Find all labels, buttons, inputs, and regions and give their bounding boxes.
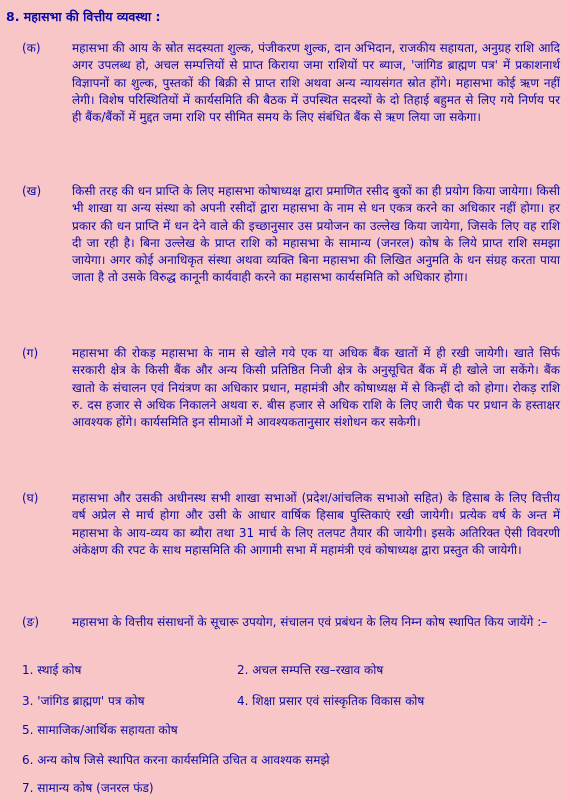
fund-item: 3. 'जांगिड ब्राह्मण' पत्र कोष xyxy=(22,694,145,708)
clause-text: महासभा की आय के स्रोत सदस्यता शुल्क, पंजीकरण शुल्क, दान अभिदान, राजकीय सहायता, अनुग्रह राशि आदि अगर उपलब्ध हो, अचल सम्पत्तियों से प्राप्त किराया जमा राशियों पर ब्याज, 'जांगिड ब्राह्मण पत्र' में प्रकाशनार्थ विज्ञापनों का शुल्क, पुस्तकों की बिक्री से प्राप्त राशि अथवा अन्य न्यायसंगत स्रोत होंगे। महासभा कोई ऋण नहीं लेगी। विशेष परिस्थितियों में कार्यसमिति की बैठक में उपस्थित सदस्यों के दो तिहाई बहुमत से लिए गये निर्णय पर ही बैंक/बैंकों में मुद्दत जमा राशि पर सीमित समय के लिए संबंधित बैंक से ऋण लिया जा सकेगा। xyxy=(72,41,560,125)
clause-label: (ग) xyxy=(22,346,39,360)
clause-label: (ख) xyxy=(22,184,42,198)
clause-text: महासभा की रोकड़ महासभा के नाम से खोले गये एक या अधिक बैंक खातों में ही रखी जायेगी। खाते सिर्फ सरकारी क्षेत्र के किसी बैंक और अन्य किसी प्रतिष्ठित निजी क्षेत्र के अनुसूचित बैंक में ही खोले जा सकेंगे। बैंक खातो के संचालन एवं नियंत्रण का अधिकार प्रधान, महामंत्री और कोषाध्यक्ष में से किन्हीं दो को होगा। रोकड़ राशि रु. दस हजार से अधिक निकालने अथवा रु. बीस हजार से अधिक राशि के लिए जारी चैक पर प्रधान के हस्ताक्षर आवश्यक होंगे। कार्यसमिति इन सीमाओं मे आवश्यकतानुसार संशोधन कर सकेगी। xyxy=(72,346,560,430)
section-heading: 8. महासभा की वित्तीय व्यवस्था : xyxy=(6,9,161,24)
clause-text: किसी तरह की धन प्राप्ति के लिए महासभा कोषाध्यक्ष द्वारा प्रमाणित रसीद बुकों का ही प्रयोग किया जायेगा। किसी भी शाखा या अन्य संस्था को अपनी रसीदों द्वारा महासभा के नाम से धन एकत्र करने का अधिकार नहीं होगा। हर प्रकार की धन प्राप्ति में धन देने वाले की इच्छानुसार उस प्रयोजन का उल्लेख किया जायेगा, जिसके लिए वह राशि दी जा रही है। बिना उल्लेख के प्राप्त राशि को महासभा के सामान्य (जनरल) कोष के लिये प्राप्त राशि समझा जायेगा। अगर कोई अनाधिकृत संस्था अथवा व्यक्ति बिना महासभा की लिखित अनुमति के धन संग्रह करता पाया जाता है तो उसके विरुद्ध कानूनी कार्यवाही करने का महासभा कार्यसमिति को अधिकार होगा। xyxy=(72,184,560,285)
fund-item: 6. अन्य कोष जिसे स्थापित करना कार्यसमिति उचित व आवश्यक समझे xyxy=(22,753,330,767)
clause-text: महासभा और उसकी अधीनस्थ सभी शाखा सभाओं (प्रदेश/आंचलिक सभाओ सहित) के हिसाब के लिए वित्तीय वर्ष अप्रेल से मार्च होगा और उसी के आधार वार्षिक हिसाब पुस्तिकाएं रखी जायेगी। प्रत्येक वर्ष के अन्त में महासभा के आय-व्यय का ब्यौरा तथा 31 मार्च के लिए तलपट तैयार की जायेगी। इसके अतिरिक्त ऐसी विवरणी अंकेक्षण की रपट के साथ महासमिति की आगामी सभा में महामंत्री एवं कोषाध्यक्ष द्वारा प्रस्तुत की जायेगी। xyxy=(72,491,560,557)
clause-label: (ङ) xyxy=(22,615,40,629)
fund-item: 7. सामान्य कोष (जनरल फंड) xyxy=(22,781,154,795)
fund-item: 5. सामाजिक/आर्थिक सहायता कोष xyxy=(22,723,178,737)
clause-label: (क) xyxy=(22,41,41,55)
fund-item: 1. स्थाई कोष xyxy=(22,663,82,677)
clause-text: महासभा के वित्तीय संसाधनों के सूचारू उपयोग, संचालन एवं प्रबंधन के लिय निम्न कोष स्थापित किय जायेंगे :– xyxy=(72,615,548,629)
clause-label: (घ) xyxy=(22,491,39,505)
fund-item: 2. अचल सम्पत्ति रख–रखाव कोष xyxy=(237,663,384,677)
fund-item: 4. शिक्षा प्रसार एवं सांस्कृतिक विकास कोष xyxy=(237,694,425,708)
